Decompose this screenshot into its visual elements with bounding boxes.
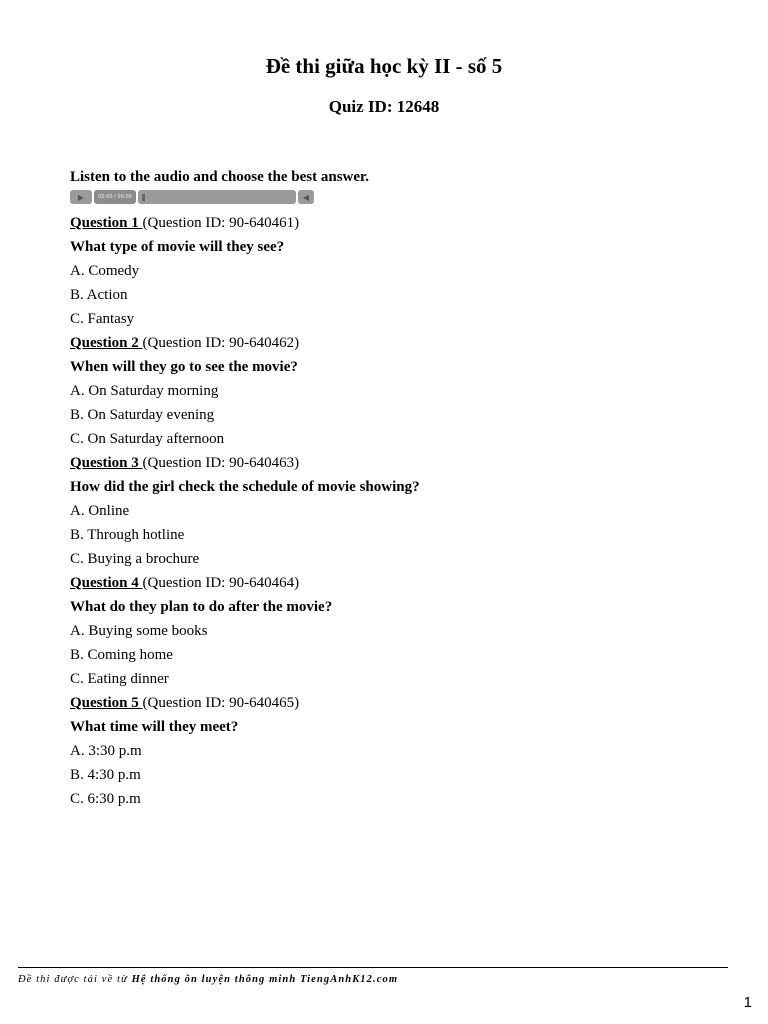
question-number: Question 1 xyxy=(70,215,143,231)
answer-option: B. Through hotline xyxy=(70,527,185,543)
answer-option: C. Fantasy xyxy=(70,311,135,327)
answer-option: C. 6:30 p.m xyxy=(70,791,141,807)
answer-option: A. Comedy xyxy=(70,263,140,279)
question-number: Question 4 xyxy=(70,575,143,591)
play-icon: ▶ xyxy=(77,192,85,202)
audio-player xyxy=(70,189,710,205)
footer-brand: Hệ thống ôn luyện thông minh TiengAnhK12.com xyxy=(131,974,399,985)
audio-time: 00:00 / 00:00 xyxy=(94,190,136,204)
question-id: (Question ID: 90-640465) xyxy=(142,695,300,711)
answer-option: B. Coming home xyxy=(70,647,173,663)
question-header xyxy=(70,571,710,595)
answer-option: B. Action xyxy=(70,287,128,303)
question-id: (Question ID: 90-640464) xyxy=(142,575,300,591)
volume-button[interactable] xyxy=(298,190,314,204)
question-id: (Question ID: 90-640463) xyxy=(142,455,300,471)
question-number: Question 3 xyxy=(70,455,143,471)
question-id: (Question ID: 90-640461) xyxy=(142,215,300,231)
quiz-id: Quiz ID: 12648 xyxy=(328,97,440,116)
footer xyxy=(18,974,398,985)
question-header xyxy=(70,691,710,715)
question-text: When will they go to see the movie? xyxy=(70,359,298,375)
page-number: 1 xyxy=(743,994,752,1011)
question-text: What do they plan to do after the movie? xyxy=(70,599,333,615)
answer-option: B. 4:30 p.m xyxy=(70,767,141,783)
question-header xyxy=(70,331,710,355)
volume-icon: ◀ xyxy=(302,192,310,202)
play-button[interactable] xyxy=(70,190,92,204)
quiz-content xyxy=(70,167,710,811)
question-header xyxy=(70,451,710,475)
answer-option: A. 3:30 p.m xyxy=(70,743,142,759)
answer-option: C. Buying a brochure xyxy=(70,551,200,567)
answer-option: C. Eating dinner xyxy=(70,671,169,687)
document-title: Đề thi giữa học kỳ II - số 5 xyxy=(265,54,503,78)
footer-divider xyxy=(18,967,728,968)
question-text: How did the girl check the schedule of movie showing? xyxy=(70,479,420,495)
seek-handle[interactable] xyxy=(142,194,145,201)
question-text: What time will they meet? xyxy=(70,719,239,735)
answer-option: B. On Saturday evening xyxy=(70,407,215,423)
question-number: Question 5 xyxy=(70,695,143,711)
footer-prefix: Đề thi được tải về từ xyxy=(18,974,132,985)
question-id: (Question ID: 90-640462) xyxy=(142,335,300,351)
answer-option: A. Online xyxy=(70,503,130,519)
instruction: Listen to the audio and choose the best answer. xyxy=(70,169,370,185)
answer-option: A. On Saturday morning xyxy=(70,383,219,399)
answer-option: C. On Saturday afternoon xyxy=(70,431,225,447)
audio-seek-bar[interactable] xyxy=(138,190,296,204)
question-text: What type of movie will they see? xyxy=(70,239,285,255)
question-number: Question 2 xyxy=(70,335,143,351)
answer-option: A. Buying some books xyxy=(70,623,208,639)
question-header xyxy=(70,211,710,235)
